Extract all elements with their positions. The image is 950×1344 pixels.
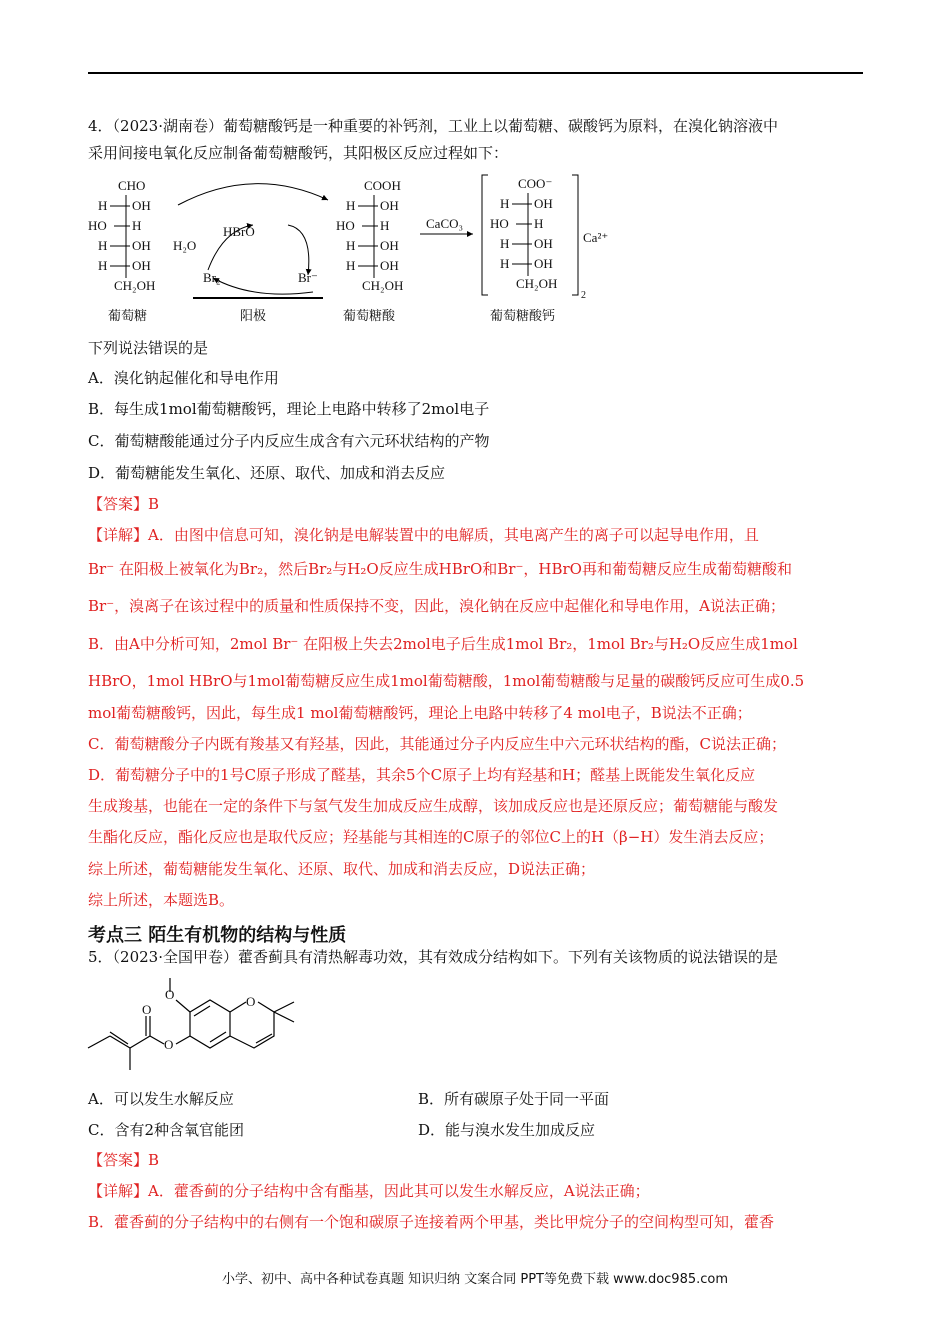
svg-text:HO: HO (490, 216, 509, 231)
br-minus-label: Br⁻ (298, 270, 318, 285)
q5-o-ester: O (164, 1037, 174, 1052)
br2-label: Br₂ (203, 270, 221, 285)
q5-explain-1: 【详解】A．藿香蓟的分子结构中含有酯基，因此其可以发生水解反应，A说法正确； (88, 1182, 650, 1200)
q5-o-carbonyl: O (142, 1002, 152, 1017)
h2o-label: H₂O (173, 238, 197, 253)
glucose-oh4: OH (132, 258, 151, 273)
glucose-h1: H (98, 198, 108, 213)
page-footer: 小学、初中、高中各种试卷真题 知识归纳 文案合同 PPT等免费下载 www.doc985.com (221, 1272, 729, 1287)
q4-explain-3: Br⁻，溴离子在该过程中的质量和性质保持不变，因此，溴化钠在反应中起催化和导电作用，A说法正确； (88, 597, 785, 615)
calcium-coo: COO⁻ (518, 176, 553, 191)
q5-stem: 5．（2023·全国甲卷）藿香蓟具有清热解毒功效，其有效成分结构如下。下列有关该物质的说法错误的是 (88, 948, 778, 966)
q5-option-b: B．所有碳原子处于同一平面 (418, 1090, 610, 1108)
q5-o-methoxy: O (165, 987, 175, 1002)
q4-explain-2: Br⁻ 在阳极上被氧化为Br₂，然后Br₂与H₂O反应生成HBrO和Br⁻，HBrO再和葡萄糖反应生成葡萄糖酸和 (88, 560, 792, 578)
q4-stem-line1: 4．（2023·湖南卷）葡萄糖酸钙是一种重要的补钙剂，工业上以葡萄糖、碳酸钙为原料，在溴化钠溶液中 (88, 117, 778, 135)
q4-explain-4: B．由A中分析可知，2mol Br⁻ 在阳极上失去2mol电子后生成1mol Br₂，1mol Br₂与H₂O反应生成1mol (88, 635, 798, 653)
gluconic-label: 葡萄糖酸 (343, 308, 396, 323)
q4-explain-6: mol葡萄糖酸钙，因此，每生成1 mol葡萄糖酸钙，理论上电路中转移了4 mol电子，B说法不正确； (88, 704, 752, 722)
subscript-2: 2 (581, 290, 586, 301)
gluconic-cooh: COOH (364, 178, 401, 193)
q4-explain-5: HBrO，1mol HBrO与1mol葡萄糖反应生成1mol葡萄糖酸，1mol葡萄糖酸与足量的碳酸钙反应可生成0.5 (88, 672, 805, 690)
q4-option-a: A．溴化钠起催化和导电作用 (88, 369, 279, 387)
svg-text:H: H (500, 236, 510, 251)
q5-o-ring: O (246, 994, 256, 1009)
reaction-diagram (88, 170, 648, 330)
glucose-ho2: HO (88, 218, 107, 233)
caco3-label: CaCO₃ (426, 216, 464, 231)
calcium-ch2oh: CH₂OH (516, 276, 558, 291)
svg-text:OH: OH (380, 238, 399, 253)
q4-option-d: D．葡萄糖能发生氧化、还原、取代、加成和消去反应 (88, 464, 446, 482)
section-title: 考点三 陌生有机物的结构与性质 (88, 925, 347, 946)
q4-answer: 【答案】B (88, 495, 160, 513)
svg-text:HO: HO (336, 218, 355, 233)
calcium-label: 葡萄糖酸钙 (490, 308, 556, 323)
q5-answer: 【答案】B (88, 1151, 160, 1169)
anode-label: 阳极 (240, 308, 267, 323)
glucose-ch2oh: CH₂OH (114, 278, 156, 293)
q4-explain-7: C．葡萄糖酸分子内既有羧基又有羟基，因此，其能通过分子内反应生中六元环状结构的酯，C说法正确； (88, 735, 786, 753)
q4-option-c: C．葡萄糖酸能通过分子内反应生成含有六元环状结构的产物 (88, 432, 490, 450)
svg-text:H: H (346, 238, 356, 253)
svg-text:H: H (346, 198, 356, 213)
glucose-cho: CHO (118, 178, 146, 193)
q4-explain-12: 综上所述，本题选B。 (88, 891, 235, 909)
glucose-oh1: OH (132, 198, 151, 213)
q5-option-c: C．含有2种含氧官能团 (88, 1121, 245, 1139)
svg-text:H: H (346, 258, 356, 273)
q5-option-d: D．能与溴水发生加成反应 (418, 1121, 596, 1139)
q5-structure (80, 968, 320, 1078)
svg-text:OH: OH (380, 258, 399, 273)
gluconic-ch2oh: CH₂OH (362, 278, 404, 293)
svg-text:OH: OH (534, 256, 553, 271)
svg-text:H: H (534, 216, 544, 231)
q4-explain-9: 生成羧基，也能在一定的条件下与氢气发生加成反应生成醇，该加成反应也是还原反应；葡萄糖能与酸发 (88, 797, 779, 815)
svg-text:OH: OH (380, 198, 399, 213)
q4-explain-8: D．葡萄糖分子中的1号C原子形成了醛基，其余5个C原子上均有羟基和H；醛基上既能发生氧化反应 (88, 766, 756, 784)
svg-text:OH: OH (534, 236, 553, 251)
q5-option-a: A．可以发生水解反应 (88, 1090, 234, 1108)
glucose-oh3: OH (132, 238, 151, 253)
glucose-h4: H (98, 258, 108, 273)
q4-stem-line2: 采用间接电氧化反应制备葡萄糖酸钙，其阳极区反应过程如下： (88, 144, 509, 162)
ca2plus-label: Ca²⁺ (583, 230, 609, 245)
q4-explain-10: 生酯化反应，酯化反应也是取代反应；羟基能与其相连的C原子的邻位C上的H（β−H）发生消去反应； (88, 828, 774, 846)
svg-text:H: H (380, 218, 390, 233)
glucose-h2: H (132, 218, 142, 233)
svg-text:H: H (500, 256, 510, 271)
q4-option-b: B．每生成1mol葡萄糖酸钙，理论上电路中转移了2mol电子 (88, 400, 490, 418)
q4-explain-11: 综上所述，葡萄糖能发生氧化、还原、取代、加成和消去反应，D说法正确； (88, 860, 596, 878)
header-rule (88, 72, 863, 74)
glucose-label: 葡萄糖 (108, 308, 148, 323)
q4-explain-1: 【详解】A．由图中信息可知，溴化钠是电解装置中的电解质，其电离产生的离子可以起导电作用，且 (88, 526, 759, 544)
q4-question: 下列说法错误的是 (88, 339, 209, 357)
glucose-h3: H (98, 238, 108, 253)
q5-explain-2: B．藿香蓟的分子结构中的右侧有一个饱和碳原子连接着两个甲基，类比甲烷分子的空间构型可知，藿香 (88, 1213, 775, 1231)
hbro-label: HBrO (223, 224, 255, 239)
svg-text:H: H (500, 196, 510, 211)
svg-text:OH: OH (534, 196, 553, 211)
